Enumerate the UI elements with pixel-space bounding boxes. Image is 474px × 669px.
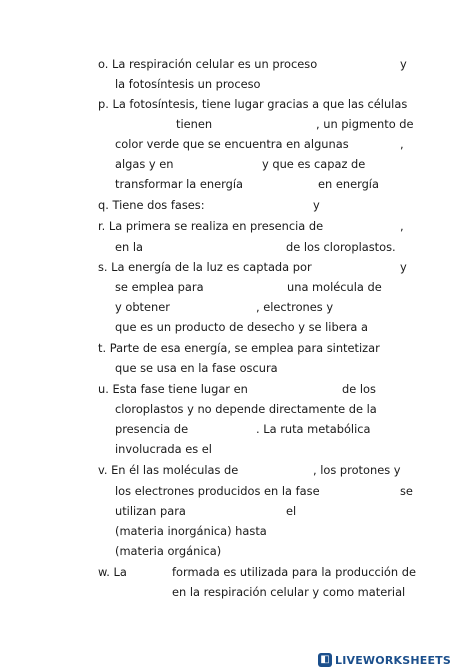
line-u-4: involucrada es el [115,442,212,456]
lw-logo-icon: ◧ [318,653,332,667]
line-p-3a: color verde que se encuentra en algunas [115,137,349,151]
line-v-1a: v. En él las moléculas de [98,463,239,477]
line-s-2b: una molécula de [287,280,382,294]
line-p-1: p. La fotosíntesis, tiene lugar gracias a que las células [98,97,408,111]
liveworksheets-logo [318,652,451,668]
line-s-2a: se emplea para [115,280,204,294]
line-o-2: la fotosíntesis un proceso [115,77,261,91]
line-q-1a: q. Tiene dos fases: [98,198,205,212]
line-s-3a: y obtener [115,300,170,314]
line-r-2b: de los cloroplastos. [286,240,396,254]
line-u-2: cloroplastos y no depende directamente de la [115,402,377,416]
line-u-3a: presencia de [115,422,189,436]
line-t-1: t. Parte de esa energía, se emplea para sintetizar [98,341,380,355]
line-v-2a: los electrones producidos en la fase [115,484,320,498]
line-s-4: que es un producto de desecho y se libera a [115,320,368,334]
line-u-1b: de los [342,382,376,396]
line-o-1a: o. La respiración celular es un proceso [98,57,318,71]
line-s-1b: y [400,260,407,274]
logo-text: LIVEWORKSHEETS [335,653,451,667]
line-r-1a: r. La primera se realiza en presencia de [98,219,324,233]
line-s-1a: s. La energía de la luz es captada por [98,260,312,274]
line-p-5b: en energía [318,177,379,191]
line-t-2: que se usa en la fase oscura [115,361,278,375]
line-v-4: (materia inorgánica) hasta [115,524,267,538]
line-v-3b: el [286,504,297,518]
line-u-1a: u. Esta fase tiene lugar en [98,382,248,396]
line-p-4b: y que es capaz de [262,157,366,171]
line-r-1b: , [400,219,404,233]
line-p-5a: transformar la energía [115,177,243,191]
line-p-3b: , [400,137,404,151]
line-p-2b: , un pigmento de [316,117,414,131]
line-v-5: (materia orgánica) [115,544,222,558]
line-w-1a: w. La [98,565,127,579]
line-q-1b: y [313,198,320,212]
line-w-2: en la respiración celular y como material [172,585,406,599]
line-v-1b: , los protones y [313,463,401,477]
line-u-3b: . La ruta metabólica [256,422,371,436]
line-s-3b: , electrones y [256,300,334,314]
line-v-3a: utilizan para [115,504,186,518]
line-p-2a: tienen [176,117,213,131]
line-o-1b: y [400,57,407,71]
line-r-2a: en la [115,240,143,254]
line-v-2b: se [400,484,413,498]
line-w-1b: formada es utilizada para la producción de [172,565,416,579]
line-p-4a: algas y en [115,157,174,171]
